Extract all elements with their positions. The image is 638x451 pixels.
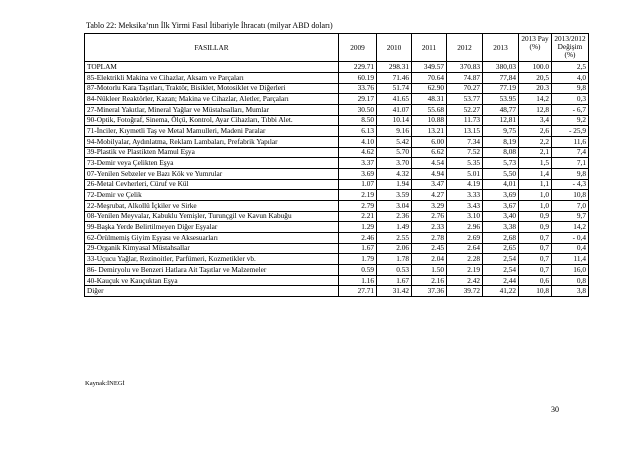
value-2009: 1.29: [339, 222, 377, 233]
value-2012: 2.19: [447, 265, 483, 276]
value-degisim: 11,4: [552, 254, 589, 265]
value-2010: 71.46: [377, 73, 412, 84]
value-pay: 3,4: [519, 115, 552, 126]
value-2009: 2.19: [339, 190, 377, 201]
value-2013: 3,38: [483, 222, 519, 233]
table-row: [85, 254, 589, 265]
value-2009: 29.17: [339, 94, 377, 105]
table-row: [85, 233, 589, 244]
value-2010: 1.49: [377, 222, 412, 233]
value-degisim: 9,7: [552, 211, 589, 222]
value-2010: 9.16: [377, 126, 412, 137]
value-degisim: 3,8: [552, 286, 589, 297]
table-row: [85, 94, 589, 105]
value-2011: 349.57: [412, 62, 447, 73]
value-2009: 1.16: [339, 275, 377, 286]
table-row: [85, 211, 589, 222]
header-2013: 2013: [483, 34, 519, 62]
fasil-name: 07-Yenilen Sebzeler ve Bazı Kök ve Yumrular: [85, 169, 339, 180]
header-pay: 2013 Pay (%): [519, 34, 552, 62]
export-table: [84, 33, 589, 297]
header-2010: 2010: [377, 34, 412, 62]
value-2009: 6.13: [339, 126, 377, 137]
value-pay: 12,8: [519, 105, 552, 116]
value-2013: 41,22: [483, 286, 519, 297]
value-2011: 55.68: [412, 105, 447, 116]
table-row: [85, 275, 589, 286]
value-2012: 39.72: [447, 286, 483, 297]
value-2013: 2,65: [483, 243, 519, 254]
value-degisim: 11,6: [552, 137, 589, 148]
value-2011: 6.00: [412, 137, 447, 148]
value-2013: 380,03: [483, 62, 519, 73]
table-row: [85, 62, 589, 73]
value-pay: 0,7: [519, 243, 552, 254]
value-2012: 7.52: [447, 147, 483, 158]
value-pay: 2,1: [519, 147, 552, 158]
value-2011: 1.50: [412, 265, 447, 276]
value-2010: 1.67: [377, 275, 412, 286]
value-2013: 3,67: [483, 201, 519, 212]
value-2012: 5.01: [447, 169, 483, 180]
value-2009: 3.37: [339, 158, 377, 169]
export-table-container: [84, 33, 588, 297]
value-pay: 0,9: [519, 222, 552, 233]
fasil-name: 72-Demir ve Çelik: [85, 190, 339, 201]
value-degisim: - 4,3: [552, 179, 589, 190]
fasil-name: Diğer: [85, 286, 339, 297]
value-2012: 74.87: [447, 73, 483, 84]
value-2011: 3.29: [412, 201, 447, 212]
table-row: [85, 222, 589, 233]
value-degisim: 7,4: [552, 147, 589, 158]
value-2011: 2.16: [412, 275, 447, 286]
value-2010: 3.04: [377, 201, 412, 212]
table-row: [85, 169, 589, 180]
value-2009: 33.76: [339, 83, 377, 94]
table-row: [85, 243, 589, 254]
table-row: [85, 201, 589, 212]
value-2013: 4,01: [483, 179, 519, 190]
table-row: [85, 265, 589, 276]
value-2012: 5.35: [447, 158, 483, 169]
header-fasillar: FASILLAR: [85, 34, 339, 62]
fasil-name: 84-Nükleer Reaktörler, Kazan; Makina ve Cihazlar, Aletler, Parçaları: [85, 94, 339, 105]
value-2012: 3.43: [447, 201, 483, 212]
value-pay: 1,0: [519, 190, 552, 201]
value-2011: 2.76: [412, 211, 447, 222]
value-2012: 11.73: [447, 115, 483, 126]
fasil-name: 27-Mineral Yakıtlar, Mineral Yağlar ve Müstahsalları, Mumlar: [85, 105, 339, 116]
value-pay: 0,7: [519, 233, 552, 244]
value-degisim: 0,3: [552, 94, 589, 105]
fasil-name: 85-Elektrikli Makina ve Cihazlar, Aksam ve Parçaları: [85, 73, 339, 84]
value-degisim: 4,0: [552, 73, 589, 84]
value-2010: 2.06: [377, 243, 412, 254]
fasil-name: 62-Örülmemiş Giyim Eşyası ve Aksesuarları: [85, 233, 339, 244]
fasil-name: 29-Organik Kimyasal Müstahsallar: [85, 243, 339, 254]
value-2012: 13.15: [447, 126, 483, 137]
value-2013: 8,08: [483, 147, 519, 158]
header-2012: 2012: [447, 34, 483, 62]
value-pay: 0,6: [519, 275, 552, 286]
value-2011: 4.54: [412, 158, 447, 169]
value-pay: 1,4: [519, 169, 552, 180]
header-2009: 2009: [339, 34, 377, 62]
value-2009: 8.50: [339, 115, 377, 126]
table-row: [85, 137, 589, 148]
value-2011: 2.33: [412, 222, 447, 233]
value-2011: 62.90: [412, 83, 447, 94]
fasil-name: 40-Kauçuk ve Kauçuktan Eşya: [85, 275, 339, 286]
value-2010: 1.78: [377, 254, 412, 265]
value-2010: 0.53: [377, 265, 412, 276]
value-pay: 1,1: [519, 179, 552, 190]
value-2011: 6.62: [412, 147, 447, 158]
value-2010: 4.32: [377, 169, 412, 180]
fasil-name: 26-Metal Cevherleri, Cüruf ve Kül: [85, 179, 339, 190]
header-2011: 2011: [412, 34, 447, 62]
value-2012: 2.64: [447, 243, 483, 254]
value-pay: 20.3: [519, 83, 552, 94]
value-2012: 2.96: [447, 222, 483, 233]
value-2009: 4.10: [339, 137, 377, 148]
value-2010: 51.74: [377, 83, 412, 94]
value-2013: 53.95: [483, 94, 519, 105]
value-2009: 2.79: [339, 201, 377, 212]
value-2009: 60.19: [339, 73, 377, 84]
fasil-name: 39-Plastik ve Plastikten Mamul Eşya: [85, 147, 339, 158]
value-pay: 2,6: [519, 126, 552, 137]
value-2010: 31.42: [377, 286, 412, 297]
value-2013: 5,73: [483, 158, 519, 169]
fasil-name: 99-Başka Yerde Belirtilmeyen Diğer Eşyalar: [85, 222, 339, 233]
fasil-name: 71-İnciler, Kıymetli Taş ve Metal Mamulleri, Madeni Paralar: [85, 126, 339, 137]
value-2010: 3.59: [377, 190, 412, 201]
value-2012: 53.77: [447, 94, 483, 105]
value-2013: 77.19: [483, 83, 519, 94]
fasil-name: 86- Demiryolu ve Benzeri Hatlara Ait Taşıtlar ve Malzemeler: [85, 265, 339, 276]
fasil-name: 08-Yenilen Meyvalar, Kabuklu Yemişler, Turunçgil ve Kavun Kabuğu: [85, 211, 339, 222]
value-2010: 41.65: [377, 94, 412, 105]
value-2011: 48.31: [412, 94, 447, 105]
table-row: [85, 73, 589, 84]
value-pay: 2,2: [519, 137, 552, 148]
value-pay: 0,7: [519, 254, 552, 265]
value-2009: 229.71: [339, 62, 377, 73]
value-2013: 48,77: [483, 105, 519, 116]
value-2012: 4.19: [447, 179, 483, 190]
table-row: [85, 158, 589, 169]
value-2011: 2.45: [412, 243, 447, 254]
value-2012: 7.34: [447, 137, 483, 148]
fasil-name: 73-Demir veya Çelikten Eşya: [85, 158, 339, 169]
fasil-name: 33-Uçucu Yağlar, Rezinoitler, Parfümeri, Kozmetikler vb.: [85, 254, 339, 265]
value-2011: 3.47: [412, 179, 447, 190]
value-degisim: 2,5: [552, 62, 589, 73]
value-degisim: 14,2: [552, 222, 589, 233]
value-pay: 0,9: [519, 211, 552, 222]
header-row: [85, 34, 589, 62]
value-2012: 3.33: [447, 190, 483, 201]
value-degisim: 9,2: [552, 115, 589, 126]
value-pay: 14,2: [519, 94, 552, 105]
value-2009: 3.69: [339, 169, 377, 180]
fasil-name: 90-Optik, Fotoğraf, Sinema, Ölçü, Kontrol, Ayar Cihazları, Tıbbi Alet.: [85, 115, 339, 126]
value-degisim: 7,1: [552, 158, 589, 169]
value-2010: 41.07: [377, 105, 412, 116]
value-pay: 0,7: [519, 265, 552, 276]
value-degisim: 10,8: [552, 190, 589, 201]
value-2010: 5.42: [377, 137, 412, 148]
value-degisim: 9,8: [552, 83, 589, 94]
value-2010: 10.14: [377, 115, 412, 126]
value-2010: 2.55: [377, 233, 412, 244]
value-2013: 2,44: [483, 275, 519, 286]
value-degisim: 16,0: [552, 265, 589, 276]
value-2011: 4.27: [412, 190, 447, 201]
value-2013: 3,40: [483, 211, 519, 222]
value-2013: 3,69: [483, 190, 519, 201]
table-row: [85, 147, 589, 158]
value-2010: 2.36: [377, 211, 412, 222]
value-2013: 8,19: [483, 137, 519, 148]
value-2011: 37.36: [412, 286, 447, 297]
value-degisim: - 0,4: [552, 233, 589, 244]
value-2009: 2.21: [339, 211, 377, 222]
value-2009: 1.79: [339, 254, 377, 265]
fasil-name: TOPLAM: [85, 62, 339, 73]
value-degisim: - 6,7: [552, 105, 589, 116]
value-2010: 5.70: [377, 147, 412, 158]
value-2011: 2.78: [412, 233, 447, 244]
value-2009: 4.62: [339, 147, 377, 158]
value-2013: 5,50: [483, 169, 519, 180]
value-degisim: 0,4: [552, 243, 589, 254]
value-2012: 2.69: [447, 233, 483, 244]
value-2012: 70.27: [447, 83, 483, 94]
value-2012: 52.27: [447, 105, 483, 116]
value-2011: 2.04: [412, 254, 447, 265]
table-row: [85, 286, 589, 297]
table-row: [85, 115, 589, 126]
header-degisim: 2013/2012 Değişim (%): [552, 34, 589, 62]
value-2013: 77,84: [483, 73, 519, 84]
value-2012: 2.28: [447, 254, 483, 265]
fasil-name: 94-Mobilyalar, Aydınlatma, Reklam Lambaları, Prefabrik Yapılar: [85, 137, 339, 148]
value-pay: 1,5: [519, 158, 552, 169]
table-body: [85, 62, 589, 297]
value-2010: 3.70: [377, 158, 412, 169]
value-2013: 2,54: [483, 254, 519, 265]
value-2009: 27.71: [339, 286, 377, 297]
value-2012: 370.83: [447, 62, 483, 73]
table-caption: Tablo 22: Meksika’nın İlk Yirmi Fasıl İtibariyle İhracatı (milyar ABD doları): [86, 21, 333, 30]
table-row: [85, 179, 589, 190]
value-2010: 298.31: [377, 62, 412, 73]
value-2012: 3.10: [447, 211, 483, 222]
value-2013: 2,54: [483, 265, 519, 276]
value-2010: 1.94: [377, 179, 412, 190]
value-2013: 2,68: [483, 233, 519, 244]
value-2011: 4.94: [412, 169, 447, 180]
table-row: [85, 126, 589, 137]
value-pay: 1,0: [519, 201, 552, 212]
value-2011: 13.21: [412, 126, 447, 137]
value-2011: 70.64: [412, 73, 447, 84]
table-row: [85, 83, 589, 94]
value-degisim: 0,8: [552, 275, 589, 286]
source-note: Kaynak:İNEGİ: [85, 380, 125, 387]
value-pay: 10,8: [519, 286, 552, 297]
value-2009: 1.07: [339, 179, 377, 190]
value-2009: 2.46: [339, 233, 377, 244]
table-row: [85, 105, 589, 116]
value-2009: 0.59: [339, 265, 377, 276]
fasil-name: 22-Meşrubat, Alkollü İçkiler ve Sirke: [85, 201, 339, 212]
value-degisim: - 25,9: [552, 126, 589, 137]
value-2012: 2.42: [447, 275, 483, 286]
value-2013: 9,75: [483, 126, 519, 137]
value-pay: 100.0: [519, 62, 552, 73]
value-2011: 10.88: [412, 115, 447, 126]
value-pay: 20,5: [519, 73, 552, 84]
value-2013: 12,81: [483, 115, 519, 126]
fasil-name: 87-Motorlu Kara Taşıtları, Traktör, Bisiklet, Motosiklet ve Diğerleri: [85, 83, 339, 94]
value-degisim: 9,8: [552, 169, 589, 180]
value-2009: 1.67: [339, 243, 377, 254]
page-number: 30: [551, 405, 559, 414]
value-degisim: 7,0: [552, 201, 589, 212]
value-2009: 30.50: [339, 105, 377, 116]
table-row: [85, 190, 589, 201]
